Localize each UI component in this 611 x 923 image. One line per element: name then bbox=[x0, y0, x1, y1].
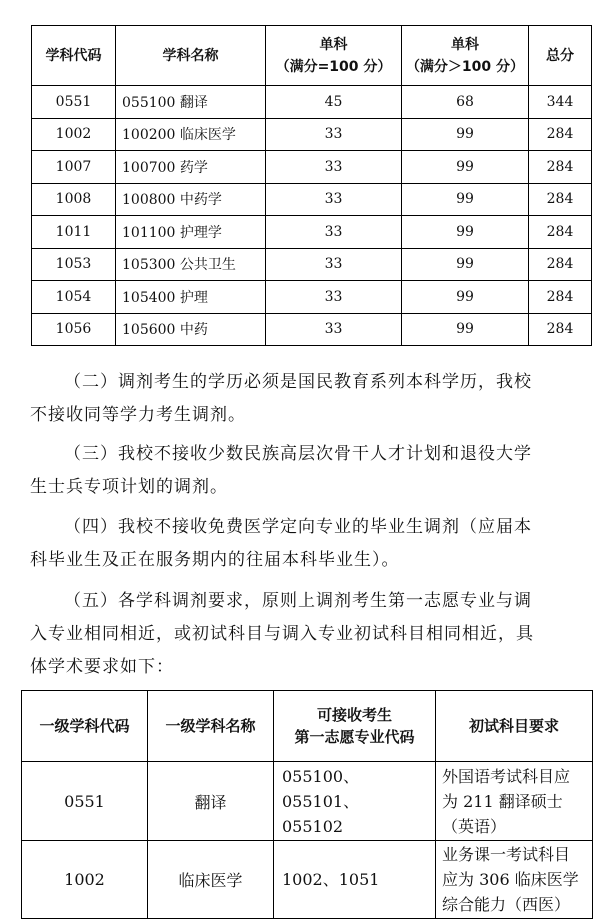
paragraph-line: （二）调剂考生的学历必须是国民教育系列本科学历，我校 bbox=[64, 372, 532, 392]
header-single-over-100 bbox=[402, 26, 529, 86]
cell-line: 外国语考试科目应 bbox=[442, 766, 571, 786]
cell-total: 284 bbox=[529, 151, 592, 184]
cell-single-over-100: 99 bbox=[402, 118, 529, 151]
paragraph-line: 不接收同等学力考生调剂。 bbox=[30, 405, 246, 425]
table-row bbox=[32, 151, 592, 184]
cell-name: 101100 护理学 bbox=[116, 216, 266, 249]
cell-total: 284 bbox=[529, 313, 592, 346]
cell-total: 344 bbox=[529, 86, 592, 119]
cell-single-100: 33 bbox=[266, 313, 402, 346]
cell-single-over-100: 99 bbox=[402, 216, 529, 249]
header-line: 单科 bbox=[451, 36, 479, 53]
cell-single-over-100: 99 bbox=[402, 248, 529, 281]
paragraph-line: 入专业相同相近，或初试科目与调入专业初试科目相同相近，具 bbox=[30, 624, 534, 644]
cell-total: 284 bbox=[529, 281, 592, 314]
cell-single-over-100: 99 bbox=[402, 313, 529, 346]
header-line: 单科 bbox=[319, 36, 348, 53]
cell-name: 临床医学 bbox=[148, 841, 274, 919]
cell-line: 应为 306 临床医学 bbox=[442, 870, 579, 889]
cell-single-100: 33 bbox=[266, 118, 402, 151]
cell-total: 284 bbox=[529, 248, 592, 281]
cell-single-over-100: 68 bbox=[402, 86, 529, 119]
paragraph-line: 体学术要求如下： bbox=[30, 657, 174, 677]
cell-line: 业务课一考试科目 bbox=[442, 845, 571, 864]
header-name: 学科名称 bbox=[116, 26, 266, 86]
table-row bbox=[32, 248, 592, 281]
table-row bbox=[32, 313, 592, 346]
cell-name: 100800 中药学 bbox=[116, 183, 266, 216]
cell-single-100: 33 bbox=[266, 281, 402, 314]
header-code: 学科代码 bbox=[32, 26, 116, 86]
header-accepted-codes bbox=[274, 691, 436, 762]
table-row bbox=[32, 118, 592, 151]
header-discipline-name: 一级学科名称 bbox=[148, 691, 274, 762]
cell-name: 100700 药学 bbox=[116, 151, 266, 184]
cell-line: （英语） bbox=[442, 816, 507, 836]
cell-code: 1054 bbox=[32, 281, 116, 314]
header-single-100 bbox=[266, 26, 402, 86]
paragraph-line: （五）各学科调剂要求，原则上调剂考生第一志愿专业与调 bbox=[64, 591, 532, 611]
cell-name: 105600 中药 bbox=[116, 313, 266, 346]
paragraph-2 bbox=[30, 366, 592, 432]
cell-single-100: 45 bbox=[266, 86, 402, 119]
cell-name: 100200 临床医学 bbox=[116, 118, 266, 151]
cell-line: 为 211 翻译硕士 bbox=[442, 791, 563, 811]
cutoff-score-table bbox=[31, 25, 592, 346]
cell-code: 0551 bbox=[22, 762, 148, 841]
header-total: 总分 bbox=[529, 26, 592, 86]
paragraph-line: （四）我校不接收免费医学定向专业的毕业生调剂（应届本 bbox=[64, 517, 532, 537]
header-discipline-code: 一级学科代码 bbox=[22, 691, 148, 762]
cell-total: 284 bbox=[529, 118, 592, 151]
cell-single-over-100: 99 bbox=[402, 183, 529, 216]
cell-total: 284 bbox=[529, 216, 592, 249]
paragraph-4 bbox=[30, 511, 592, 577]
cell-accepted-codes bbox=[274, 841, 436, 919]
cell-line: 综合能力（西医） bbox=[442, 895, 571, 914]
cell-total: 284 bbox=[529, 183, 592, 216]
cell-single-100: 33 bbox=[266, 151, 402, 184]
cell-single-100: 33 bbox=[266, 216, 402, 249]
table-row bbox=[32, 86, 592, 119]
cell-line: 055102 bbox=[282, 816, 344, 836]
paragraph-line: 生士兵专项计划的调剂。 bbox=[30, 477, 228, 497]
cell-single-100: 33 bbox=[266, 183, 402, 216]
header-line: 第一志愿专业代码 bbox=[294, 728, 415, 746]
table-row bbox=[32, 281, 592, 314]
cell-code: 1002 bbox=[22, 841, 148, 919]
cell-code: 1011 bbox=[32, 216, 116, 249]
table-row bbox=[22, 841, 593, 919]
table-header-row bbox=[22, 691, 593, 762]
cell-single-100: 33 bbox=[266, 248, 402, 281]
header-line: （满分＞100 分） bbox=[405, 58, 525, 75]
paragraph-line: （三）我校不接收少数民族高层次骨干人才计划和退役大学 bbox=[64, 444, 532, 464]
cell-code: 1053 bbox=[32, 248, 116, 281]
cell-code: 1007 bbox=[32, 151, 116, 184]
cell-code: 1002 bbox=[32, 118, 116, 151]
paragraph-3 bbox=[30, 438, 592, 504]
cell-code: 0551 bbox=[32, 86, 116, 119]
table-header-row bbox=[32, 26, 592, 86]
cell-accepted-codes bbox=[274, 762, 436, 841]
table-row bbox=[22, 762, 593, 841]
header-line: 可接收考生 bbox=[316, 706, 392, 724]
cell-name: 055100 翻译 bbox=[116, 86, 266, 119]
paragraph-5 bbox=[30, 585, 592, 684]
cell-single-over-100: 99 bbox=[402, 151, 529, 184]
cell-line: 055100、055101、 bbox=[282, 766, 360, 811]
subject-requirement-table bbox=[21, 690, 593, 919]
header-line: （满分=100 分） bbox=[275, 58, 392, 75]
table-row bbox=[32, 216, 592, 249]
header-exam-requirement: 初试科目要求 bbox=[436, 691, 593, 762]
cell-name: 105400 护理 bbox=[116, 281, 266, 314]
cell-name: 105300 公共卫生 bbox=[116, 248, 266, 281]
cell-requirement bbox=[436, 762, 593, 841]
paragraph-line: 科毕业生及正在服务期内的往届本科毕业生）。 bbox=[30, 550, 400, 570]
cell-code: 1008 bbox=[32, 183, 116, 216]
cell-single-over-100: 99 bbox=[402, 281, 529, 314]
cell-name: 翻译 bbox=[148, 762, 274, 841]
cell-code: 1056 bbox=[32, 313, 116, 346]
table-row bbox=[32, 183, 592, 216]
cell-line: 1002、1051 bbox=[282, 870, 380, 889]
cell-requirement bbox=[436, 841, 593, 919]
